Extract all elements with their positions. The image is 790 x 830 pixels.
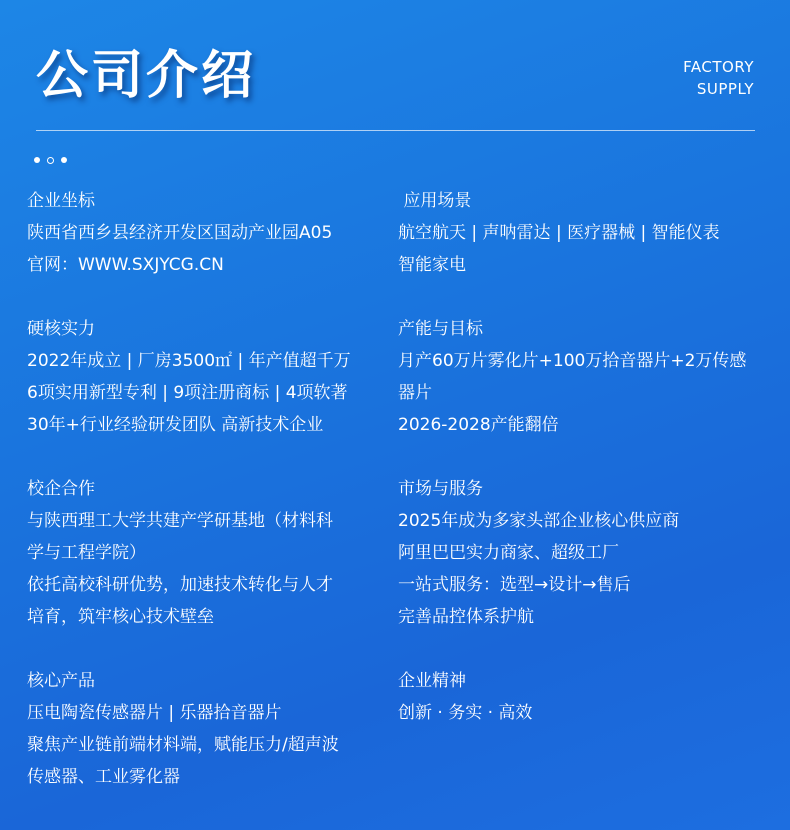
section-line: 完善品控体系护航 [398,607,534,627]
section-line: 官网：WWW.SXJYCG.CN [27,255,224,275]
dot-indicator [47,157,54,164]
section-heading: 产能与目标 [398,319,483,339]
section-heading: 校企合作 [27,479,95,499]
section-line: 聚焦产业链前端材料端，赋能压力/超声波 [27,735,339,755]
section-line: 月产60万片雾化片+100万拾音器片+2万传感 [398,351,747,371]
section-line: 器片 [398,383,432,403]
page-subtitle [683,56,754,100]
section-line: 依托高校科研优势，加速技术转化与人才 [27,575,333,595]
section-line: 2026-2028产能翻倍 [398,415,559,435]
section-heading: 硬核实力 [27,319,95,339]
dot-indicator [34,157,40,163]
section-strength [27,313,387,441]
section-spirit [398,665,758,729]
section-location [27,185,387,281]
right-column [398,185,758,761]
section-line: 传感器、工业雾化器 [27,767,180,787]
section-heading: 企业精神 [398,671,466,691]
section-line: 6项实用新型专利 | 9项注册商标 | 4项软著 [27,383,348,403]
section-applications [398,185,758,281]
subtitle-line-1: FACTORY [683,58,754,76]
section-heading: 企业坐标 [27,191,95,211]
section-line: 创新 · 务实 · 高效 [398,703,533,723]
page-title: 公司介绍 [36,46,257,106]
section-line: 2025年成为多家头部企业核心供应商 [398,511,680,531]
section-line: 2022年成立 | 厂房3500㎡ | 年产值超千万 [27,351,351,371]
section-line: 学与工程学院） [27,543,146,563]
section-line: 航空航天 | 声呐雷达 | 医疗器械 | 智能仪表 [398,223,720,243]
section-line: 与陕西理工大学共建产学研基地（材料科 [27,511,333,531]
section-capacity [398,313,758,441]
section-line: 陕西省西乡县经济开发区国动产业园A05 [27,223,333,243]
subtitle-line-2: SUPPLY [696,80,754,98]
section-heading: 核心产品 [27,671,95,691]
section-line: 智能家电 [398,255,466,275]
section-line: 30年+行业经验研发团队 高新技术企业 [27,415,324,435]
left-column [27,185,387,825]
section-line: 一站式服务：选型→设计→售后 [398,575,631,595]
section-line: 阿里巴巴实力商家、超级工厂 [398,543,619,563]
section-market [398,473,758,633]
section-line: 压电陶瓷传感器片 | 乐器拾音器片 [27,703,282,723]
section-cooperation [27,473,387,633]
section-line: 培育，筑牢核心技术壁垒 [27,607,214,627]
header-divider [36,130,755,131]
section-heading: 应用场景 [398,191,472,211]
section-products [27,665,387,793]
carousel-dots [34,157,67,164]
dot-indicator [61,157,67,163]
section-heading: 市场与服务 [398,479,483,499]
